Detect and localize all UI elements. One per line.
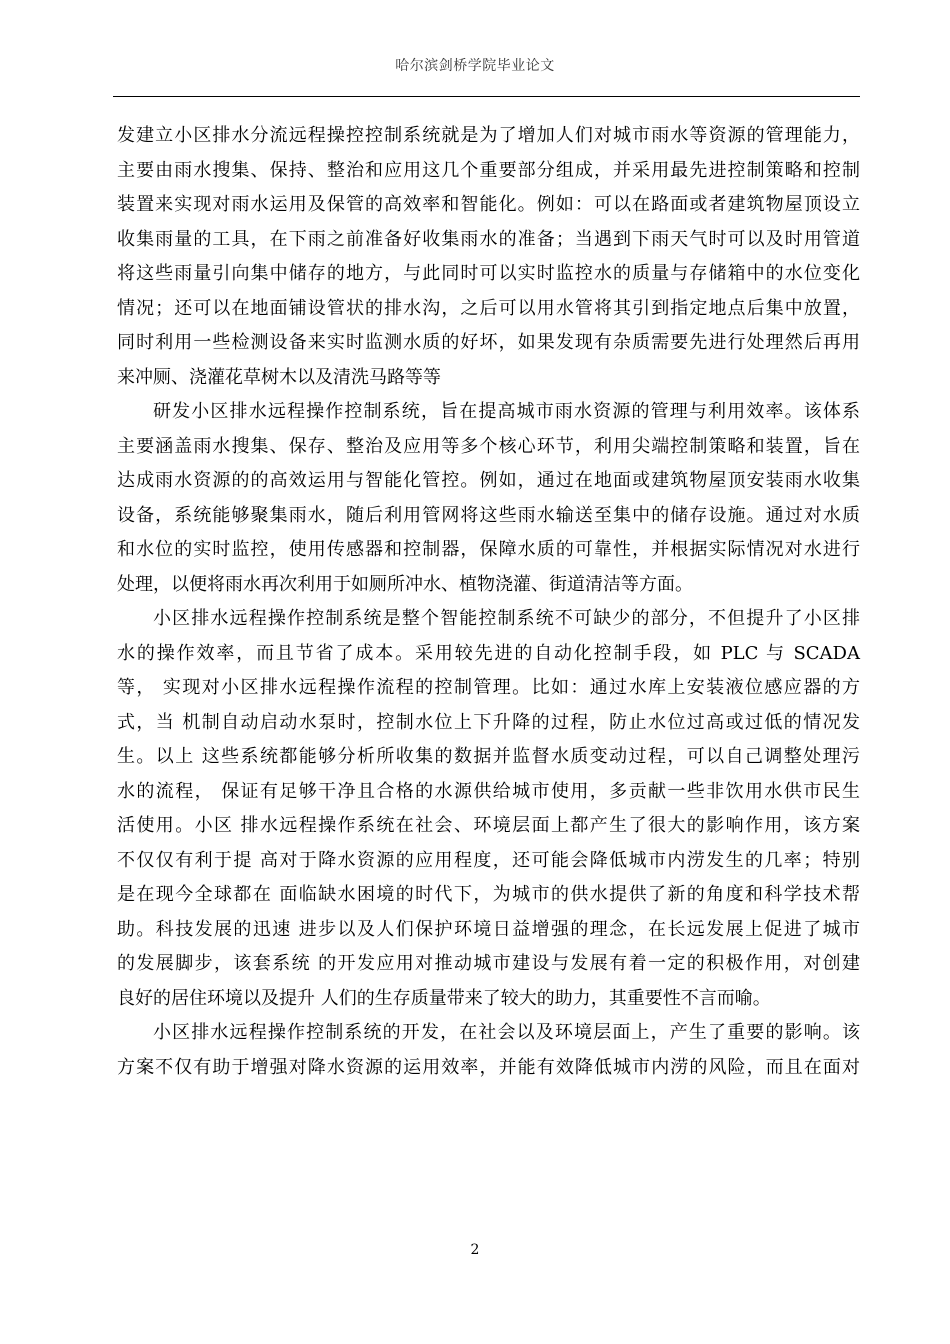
text-line: 达成雨水资源的的高效运用与智能化管控。例如，通过在地面或建筑物屋顶安装雨水收集 bbox=[117, 470, 860, 491]
header-divider bbox=[113, 96, 860, 97]
text-line: 装置来实现对雨水运用及保管的高效率和智能化。例如：可以在路面或者建筑物屋顶设立 bbox=[117, 194, 860, 215]
text-line: 式，当 机制自动启动水泵时，控制水位上下升降的过程，防止水位过高或过低的情况发 bbox=[117, 711, 860, 733]
text-line: 处理，以便将雨水再次利用于如厕所冲水、植物浇灌、街道清洁等方面。 bbox=[117, 573, 693, 595]
text-line: 同时利用一些检测设备来实时监测水质的好坏，如果发现有杂质需要先进行处理然后再用 bbox=[117, 332, 860, 353]
text-line: 主要由雨水搜集、保持、整治和应用这几个重要部分组成，并采用最先进控制策略和控制 bbox=[117, 159, 860, 181]
text-line: 活使用。小区 排水远程操作系统在社会、环境层面上都产生了很大的影响作用，该方案 bbox=[117, 815, 860, 836]
text-line: 方案不仅有助于增强对降水资源的运用效率，并能有效降低城市内涝的风险，而且在面对 bbox=[117, 1056, 860, 1078]
text-line: 将这些雨量引向集中储存的地方，与此同时可以实时监控水的质量与存储箱中的水位变化 bbox=[117, 263, 860, 284]
text-line: 收集雨量的工具，在下雨之前准备好收集雨水的准备；当遇到下雨天气时可以及时用管道 bbox=[117, 228, 860, 250]
text-line: 来冲厕、浇灌花草树木以及清洗马路等等 bbox=[117, 366, 441, 388]
text-line: 发建立小区排水分流远程操控控制系统就是为了增加人们对城市雨水等资源的管理能力， bbox=[117, 125, 860, 146]
text-line: 主要涵盖雨水搜集、保存、整治及应用等多个核心环节，利用尖端控制策略和装置，旨在 bbox=[117, 435, 860, 457]
text-line: 水的流程， 保证有足够干净且合格的水源供给城市使用，多贡献一些非饮用水供市民生 bbox=[117, 780, 860, 802]
text-line: 小区排水远程操作控制系统是整个智能控制系统不可缺少的部分，不但提升了小区排 bbox=[153, 608, 860, 629]
text-line: 良好的居住环境以及提升 人们的生存质量带来了较大的助力，其重要性不言而喻。 bbox=[117, 987, 771, 1009]
body-text bbox=[117, 119, 860, 1085]
text-line: 是在现今全球都在 面临缺水困境的时代下，为城市的供水提供了新的角度和科学技术帮 bbox=[117, 884, 860, 905]
text-line: 小区排水远程操作控制系统的开发，在社会以及环境层面上，产生了重要的影响。该 bbox=[153, 1022, 860, 1043]
text-line: 等， 实现对小区排水远程操作流程的控制管理。比如：通过水库上安装液位感应器的方 bbox=[117, 677, 860, 698]
text-line: 情况；还可以在地面铺设管状的排水沟，之后可以用水管将其引到指定地点后集中放置， bbox=[117, 297, 860, 319]
text-line: 水的操作效率，而且节省了成本。采用较先进的自动化控制手段，如 PLC 与 SCADA bbox=[117, 642, 860, 664]
text-line: 和水位的实时监控，使用传感器和控制器，保障水质的可靠性，并根据实际情况对水进行 bbox=[117, 539, 860, 560]
text-line: 研发小区排水远程操作控制系统，旨在提高城市雨水资源的管理与利用效率。该体系 bbox=[153, 401, 860, 422]
text-line: 的发展脚步，该套系统 的开发应用对推动城市建设与发展有着一定的积极作用，对创建 bbox=[117, 953, 860, 974]
page-number: 2 bbox=[470, 1242, 480, 1258]
text-line: 不仅仅有利于提 高对于降水资源的应用程度，还可能会降低城市内涝发生的几率；特别 bbox=[117, 849, 860, 871]
text-line: 助。科技发展的迅速 进步以及人们保护环境日益增强的理念，在长远发展上促进了城市 bbox=[117, 918, 860, 940]
text-line: 设备，系统能够聚集雨水，随后利用管网将这些雨水输送至集中的储存设施。通过对水质 bbox=[117, 504, 860, 526]
page-header-title: 哈尔滨剑桥学院毕业论文 bbox=[395, 58, 555, 74]
text-line: 生。以上 这些系统都能够分析所收集的数据并监督水质变动过程，可以自己调整处理污 bbox=[117, 746, 860, 767]
